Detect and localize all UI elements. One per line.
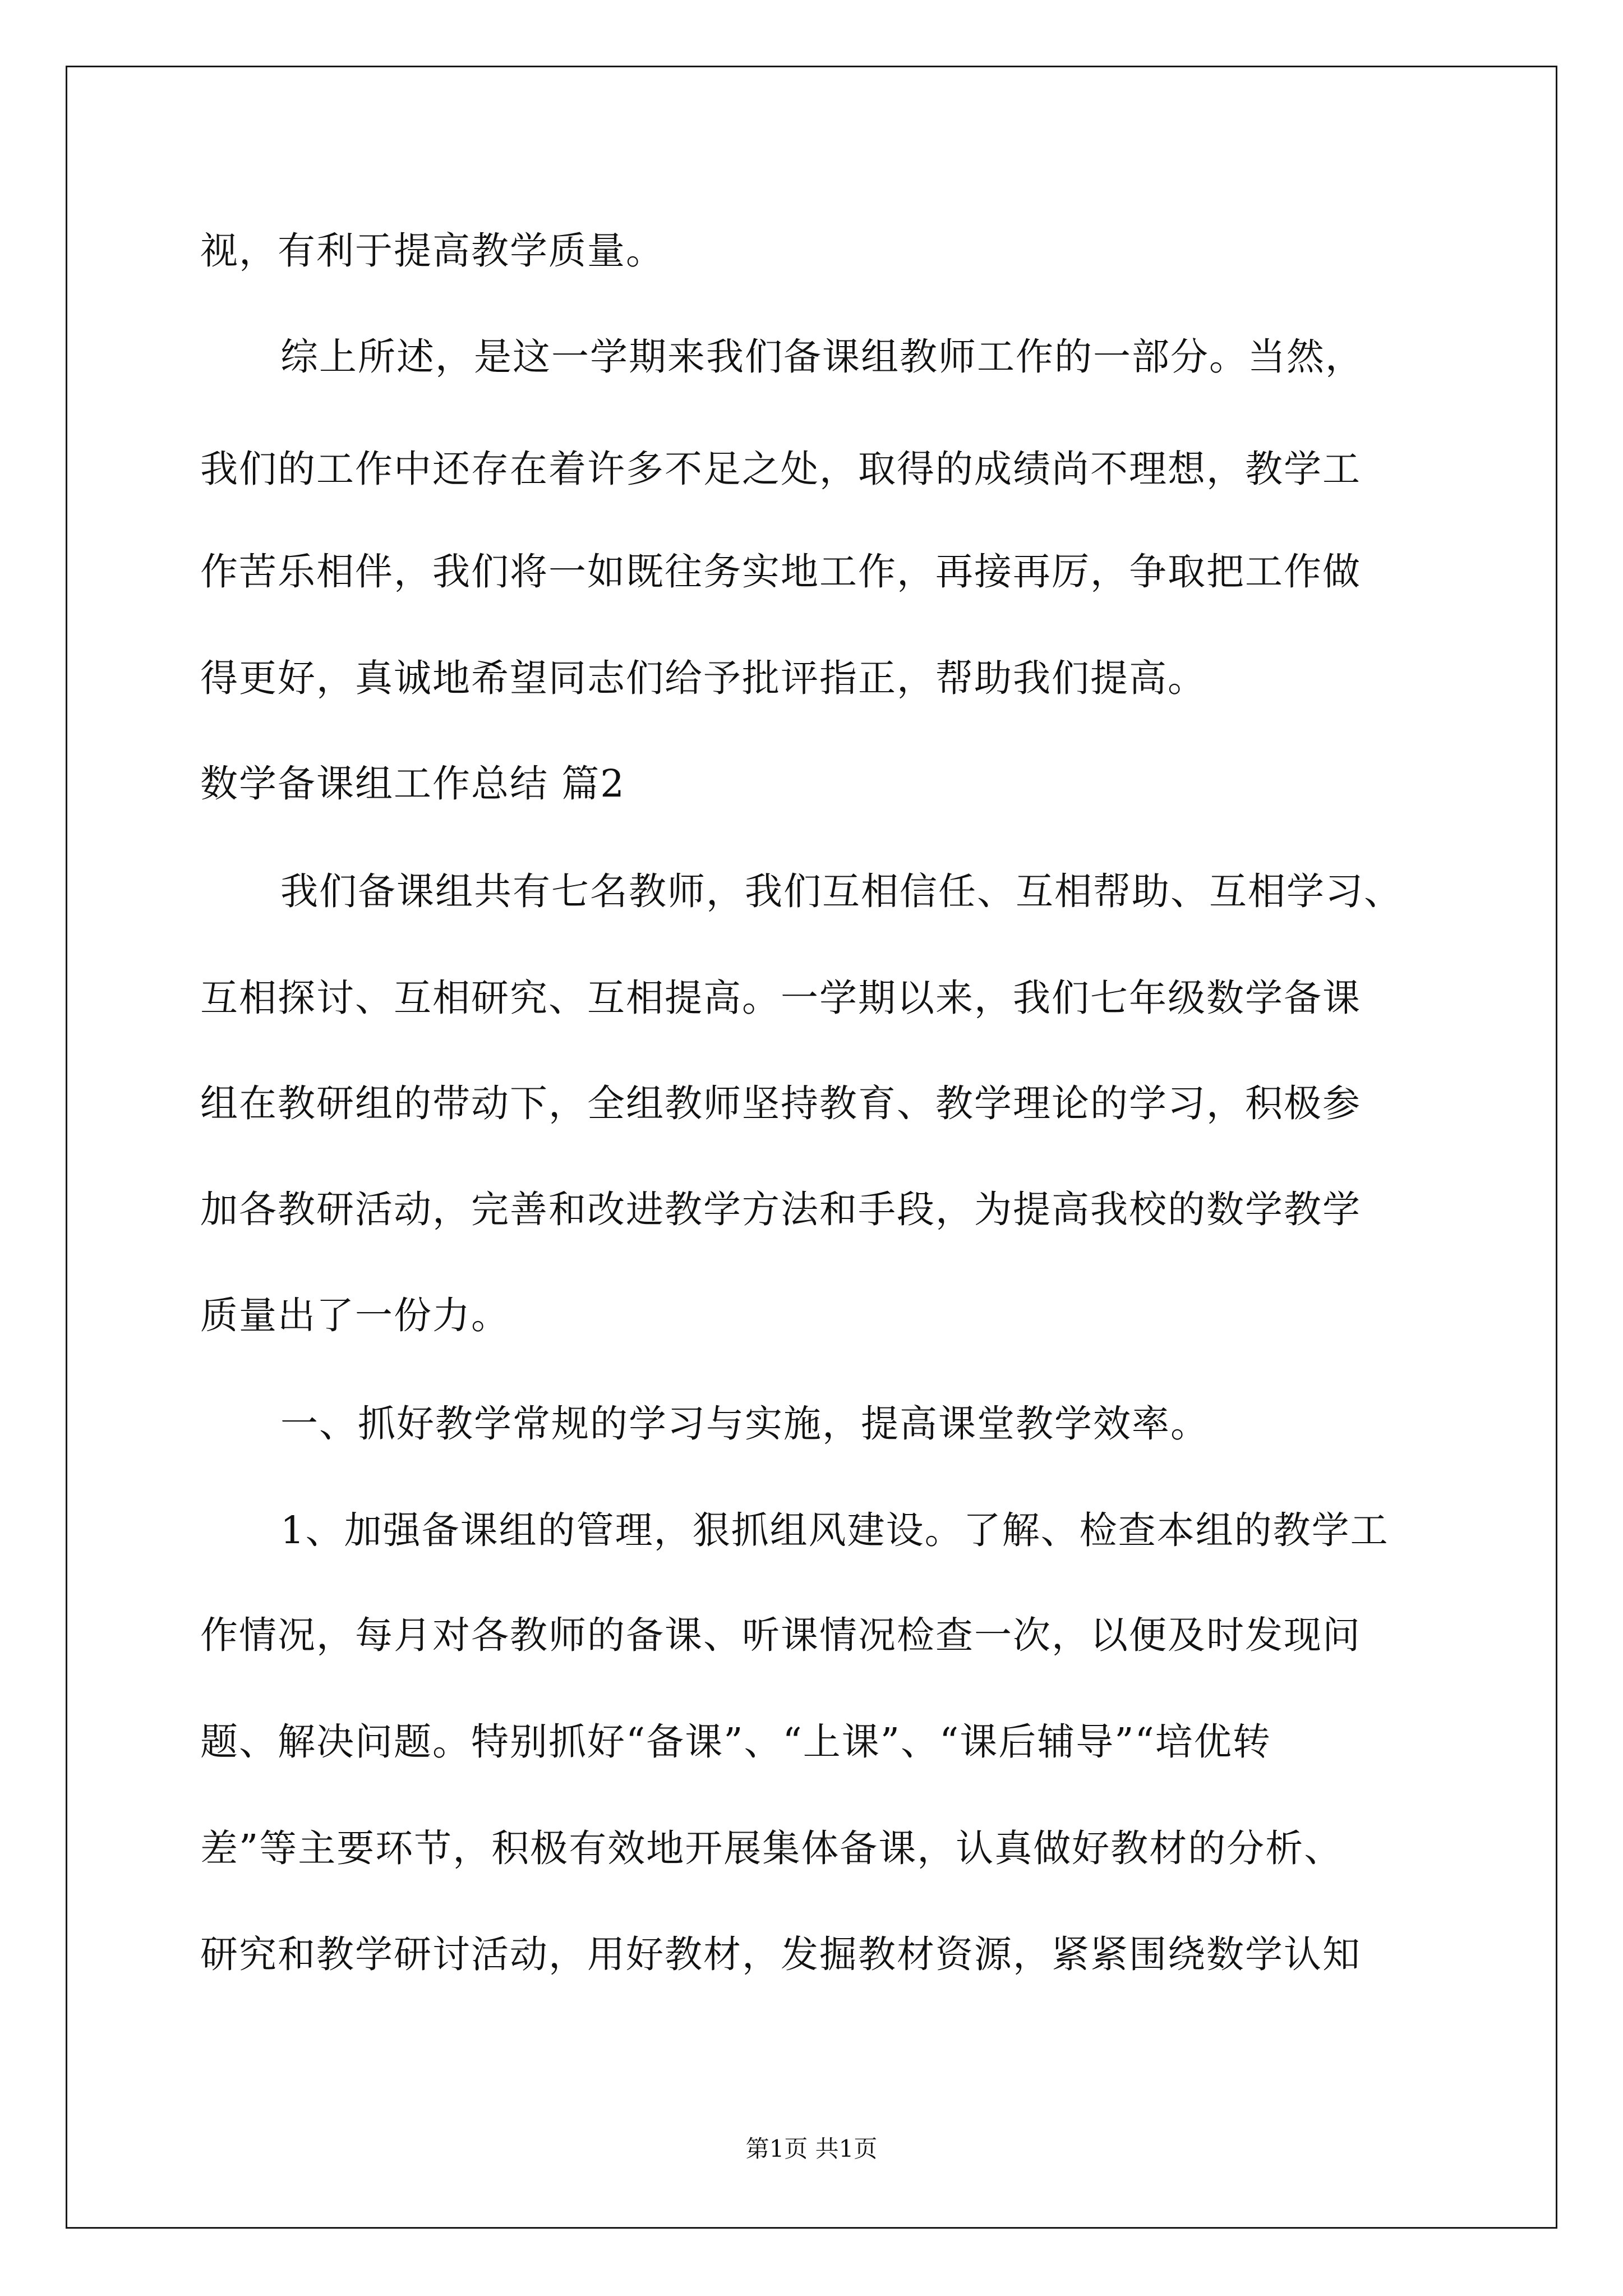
text-line-continuation: 视，有利于提高教学质量。 (200, 229, 665, 273)
page-border (66, 66, 1557, 2229)
paragraph-intro-line: 互相探讨、互相研究、互相提高。一学期以来，我们七年级数学备课 (200, 976, 1361, 1020)
paragraph-item-line: 1、加强备课组的管理，狠抓组风建设。了解、检查本组的教学工 (280, 1508, 1389, 1552)
paragraph-intro-line: 加各教研活动，完善和改进教学方法和手段，为提高我校的数学教学 (200, 1188, 1361, 1231)
paragraph-item-line: 题、解决问题。特别抓好“备课”、“上课”、“课后辅导”“培优转 (200, 1720, 1271, 1764)
paragraph-summary-line: 作苦乐相伴，我们将一如既往务实地工作，再接再厉，争取把工作做 (200, 550, 1361, 593)
paragraph-summary-line: 我们的工作中还存在着许多不足之处，取得的成绩尚不理想，教学工 (200, 447, 1361, 491)
section-heading: 数学备课组工作总结 篇2 (200, 762, 625, 806)
subheading-one: 一、抓好教学常规的学习与实施，提高课堂教学效率。 (280, 1402, 1209, 1446)
paragraph-item-line: 作情况，每月对各教师的备课、听课情况检查一次，以便及时发现问 (200, 1613, 1361, 1657)
paragraph-intro-line: 我们备课组共有七名教师，我们互相信任、互相帮助、互相学习、 (280, 869, 1403, 913)
paragraph-item-line: 研究和教学研讨活动，用好教材，发掘教材资源，紧紧围绕数学认知 (200, 1932, 1361, 1976)
paragraph-intro-line: 质量出了一份力。 (200, 1294, 510, 1337)
page-number-footer: 第1页 共1页 (745, 2135, 878, 2162)
paragraph-summary-line: 综上所述，是这一学期来我们备课组教师工作的一部分。当然， (280, 335, 1364, 379)
paragraph-summary-line: 得更好，真诚地希望同志们给予批评指正，帮助我们提高。 (200, 656, 1206, 700)
paragraph-intro-line: 组在教研组的带动下，全组教师坚持教育、教学理论的学习，积极参 (200, 1082, 1361, 1125)
paragraph-item-line: 差”等主要环节，积极有效地开展集体备课，认真做好教材的分析、 (200, 1826, 1343, 1870)
